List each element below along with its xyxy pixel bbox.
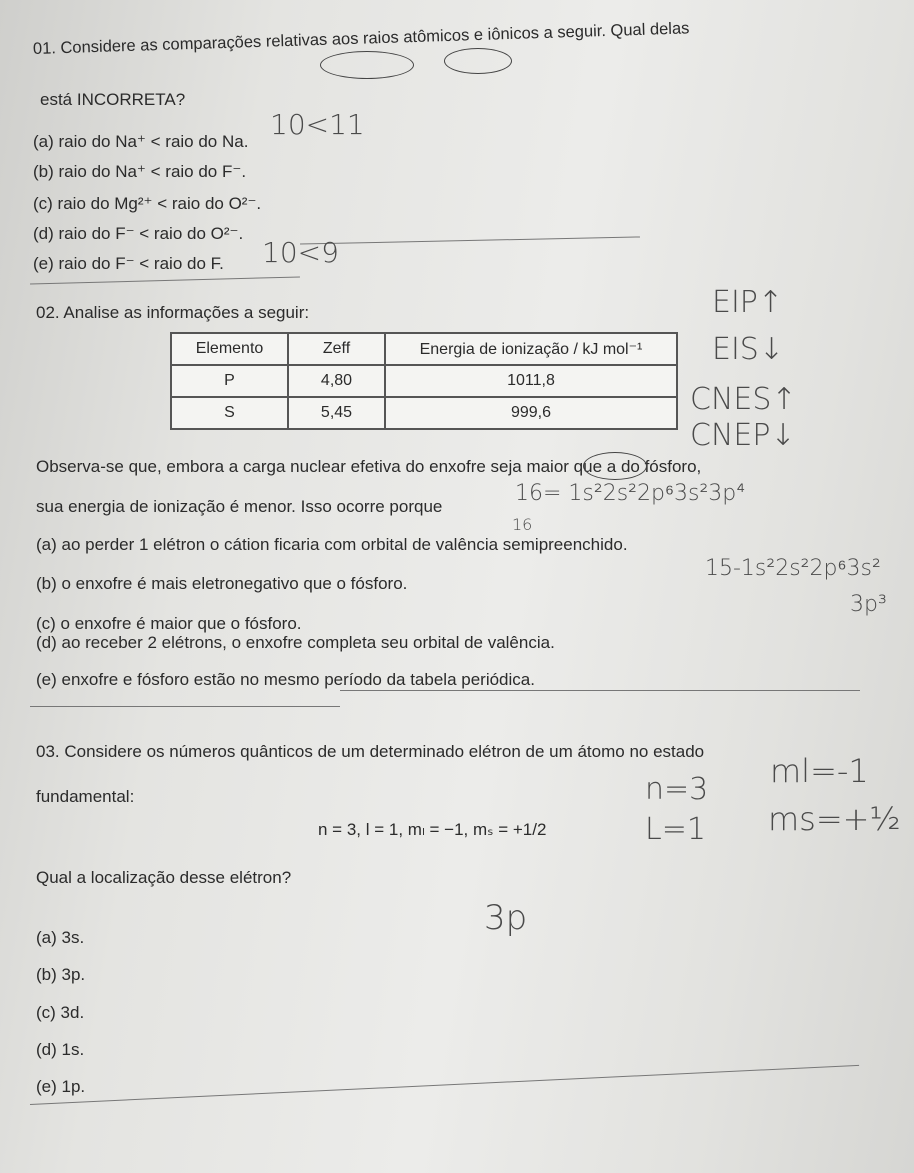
q3-option-b: (b) 3p. [36, 965, 86, 984]
q2-option-e: (e) enxofre e fósforo estão no mesmo período da tabela periódica. [36, 670, 535, 689]
handwritten-note: 16= 1s²2s²2p⁶3s²3p⁴ [515, 481, 746, 506]
handwritten-note: 10<11 [270, 108, 365, 141]
q1-option-d: (d) raio do F⁻ < raio do O²⁻. [33, 224, 244, 243]
handwritten-note: 3p [484, 898, 528, 938]
q2-option-d: (d) ao receber 2 elétrons, o enxofre completa seu orbital de valência. [36, 633, 555, 652]
handwritten-note: CNES↑ [690, 382, 797, 417]
q3-option-c: (c) 3d. [36, 1003, 85, 1022]
quantum-numbers: n = 3, l = 1, mₗ = −1, mₛ = +1/2 [318, 820, 547, 839]
separator-line [30, 706, 340, 707]
handwritten-note: 3p³ [850, 592, 887, 617]
handwritten-note: 10<9 [262, 236, 339, 269]
table-cell: 999,6 [385, 397, 677, 429]
table-header-row [171, 333, 677, 365]
handwritten-note: 15-1s²2s²2p⁶3s² [705, 556, 881, 581]
q2-option-c: (c) o enxofre é maior que o fósforo. [36, 614, 302, 633]
handwritten-note: CNEP↓ [690, 418, 796, 453]
table-row [171, 365, 677, 397]
circle-mark [320, 51, 414, 79]
table-row [171, 397, 677, 429]
handwritten-note: ml=-1 [770, 752, 869, 790]
q2-text-line1: Observa-se que, embora a carga nuclear efetiva do enxofre seja maior que a do fósforo, [36, 457, 702, 476]
table-cell: P [171, 365, 288, 397]
handwritten-note: EIS↓ [712, 332, 784, 367]
q1-option-b: (b) raio do Na⁺ < raio do F⁻. [33, 162, 247, 181]
table-cell: 4,80 [288, 365, 385, 397]
table-header: Energia de ionização / kJ mol⁻¹ [385, 333, 677, 365]
q3-option-a: (a) 3s. [36, 928, 85, 947]
circle-mark [444, 48, 512, 74]
q1-stem-line1: 01. Considere as comparações relativas aos raios atômicos e iônicos a seguir. Qual delas [32, 19, 690, 58]
handwritten-note: n=3 [645, 772, 709, 807]
q3-stem-line1: 03. Considere os números quânticos de um determinado elétron de um átomo no estado [36, 742, 705, 761]
handwritten-note: L=1 [645, 812, 706, 847]
q3-question: Qual a localização desse elétron? [36, 868, 292, 887]
handwritten-note: 16 [512, 515, 533, 534]
q2-text-line2: sua energia de ionização é menor. Isso ocorre porque [36, 497, 443, 516]
handwritten-note: ms=+½ [768, 800, 901, 838]
table-cell: 5,45 [288, 397, 385, 429]
table-cell: 1011,8 [385, 365, 677, 397]
q1-option-a: (a) raio do Na⁺ < raio do Na. [33, 132, 249, 151]
q1-option-e: (e) raio do F⁻ < raio do F. [33, 254, 224, 273]
q3-option-e: (e) 1p. [36, 1077, 86, 1096]
q3-stem-line2: fundamental: [36, 787, 135, 806]
handwritten-note: EIP↑ [712, 285, 784, 320]
q1-stem-line2: está INCORRETA? [40, 90, 186, 109]
q2-stem: 02. Analise as informações a seguir: [36, 303, 310, 322]
q2-option-a: (a) ao perder 1 elétron o cátion ficaria com orbital de valência semipreenchido. [36, 535, 628, 554]
q3-option-d: (d) 1s. [36, 1040, 85, 1059]
ionization-table [170, 332, 678, 430]
table-cell: S [171, 397, 288, 429]
circle-mark [583, 452, 647, 480]
q1-option-c: (c) raio do Mg²⁺ < raio do O²⁻. [33, 194, 262, 213]
q2-option-b: (b) o enxofre é mais eletronegativo que o fósforo. [36, 574, 408, 593]
separator-line [340, 690, 860, 691]
table-header: Elemento [171, 333, 288, 365]
table-header: Zeff [288, 333, 385, 365]
